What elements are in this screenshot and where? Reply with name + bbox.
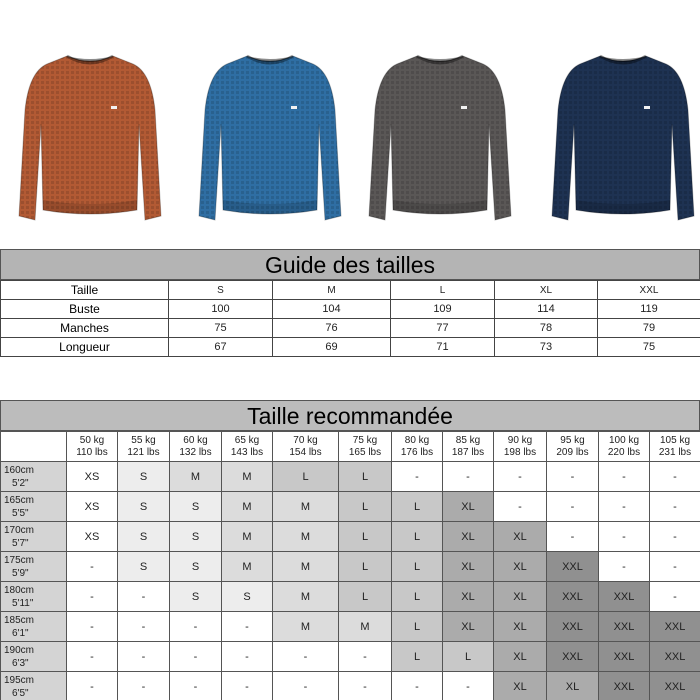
height-row bbox=[1, 612, 700, 642]
height-row bbox=[1, 522, 700, 552]
size-cell: XL bbox=[547, 672, 599, 700]
weight-header: 50 kg 110 lbs bbox=[67, 432, 118, 462]
size-cell: - bbox=[67, 642, 118, 672]
height-label: 165cm 5'5" bbox=[1, 492, 67, 522]
weight-header: 80 kg 176 lbs bbox=[392, 432, 443, 462]
size-cell: - bbox=[67, 552, 118, 582]
size-cell: - bbox=[494, 492, 547, 522]
size-guide-cell: 104 bbox=[273, 300, 391, 319]
weight-header: 70 kg 154 lbs bbox=[273, 432, 339, 462]
size-guide-cell: 67 bbox=[169, 338, 273, 357]
size-cell: XXL bbox=[599, 612, 650, 642]
size-cell: XL bbox=[443, 612, 494, 642]
size-guide-cell: 119 bbox=[598, 300, 700, 319]
size-guide-cell: 76 bbox=[273, 319, 391, 338]
size-cell: L bbox=[339, 492, 392, 522]
height-label: 160cm 5'2" bbox=[1, 462, 67, 492]
size-cell: - bbox=[599, 552, 650, 582]
size-guide-row-label: Longueur bbox=[1, 338, 169, 357]
size-cell: - bbox=[273, 642, 339, 672]
size-cell: - bbox=[67, 612, 118, 642]
size-guide-cell: 100 bbox=[169, 300, 273, 319]
sweater-rust-image[interactable] bbox=[15, 50, 165, 228]
recommended-size-title: Taille recommandée bbox=[0, 400, 700, 431]
recommended-size bbox=[0, 400, 700, 700]
size-cell: XXL bbox=[547, 582, 599, 612]
size-cell: S bbox=[118, 552, 170, 582]
size-cell: XL bbox=[494, 522, 547, 552]
size-cell: XXL bbox=[650, 672, 700, 700]
size-cell: XL bbox=[494, 612, 547, 642]
size-cell: - bbox=[118, 612, 170, 642]
size-cell: - bbox=[170, 642, 222, 672]
weight-header: 85 kg 187 lbs bbox=[443, 432, 494, 462]
size-cell: - bbox=[118, 582, 170, 612]
size-guide-cell: 73 bbox=[495, 338, 598, 357]
size-cell: - bbox=[494, 462, 547, 492]
size-guide-row bbox=[1, 338, 700, 357]
size-cell: L bbox=[339, 552, 392, 582]
size-cell: L bbox=[339, 462, 392, 492]
size-guide-cell: 79 bbox=[598, 319, 700, 338]
size-cell: S bbox=[170, 552, 222, 582]
size-cell: - bbox=[392, 672, 443, 700]
size-cell: M bbox=[273, 582, 339, 612]
size-cell: - bbox=[650, 492, 700, 522]
size-cell: XXL bbox=[547, 642, 599, 672]
weight-header: 65 kg 143 lbs bbox=[222, 432, 273, 462]
size-guide-cell: XXL bbox=[598, 281, 700, 300]
sweater-gray-image[interactable] bbox=[365, 50, 515, 228]
size-cell: M bbox=[339, 612, 392, 642]
size-guide-table bbox=[0, 280, 700, 357]
size-cell: - bbox=[547, 462, 599, 492]
size-guide-row bbox=[1, 300, 700, 319]
size-cell: XL bbox=[443, 492, 494, 522]
size-cell: S bbox=[118, 492, 170, 522]
size-cell: - bbox=[67, 582, 118, 612]
size-cell: L bbox=[443, 642, 494, 672]
size-cell: - bbox=[599, 462, 650, 492]
size-guide-row-label: Manches bbox=[1, 319, 169, 338]
product-photos bbox=[0, 0, 700, 248]
size-cell: XL bbox=[494, 642, 547, 672]
size-cell: XL bbox=[494, 552, 547, 582]
size-cell: L bbox=[339, 522, 392, 552]
size-cell: XXL bbox=[599, 672, 650, 700]
weight-header: 100 kg 220 lbs bbox=[599, 432, 650, 462]
size-cell: S bbox=[118, 522, 170, 552]
height-row bbox=[1, 642, 700, 672]
height-label: 190cm 6'3" bbox=[1, 642, 67, 672]
size-cell: XS bbox=[67, 462, 118, 492]
size-cell: - bbox=[222, 672, 273, 700]
size-cell: - bbox=[650, 582, 700, 612]
height-row bbox=[1, 492, 700, 522]
size-cell: XL bbox=[494, 672, 547, 700]
size-cell: - bbox=[222, 642, 273, 672]
size-cell: - bbox=[443, 672, 494, 700]
size-guide-cell: M bbox=[273, 281, 391, 300]
height-label: 180cm 5'11" bbox=[1, 582, 67, 612]
size-cell: - bbox=[339, 672, 392, 700]
size-cell: - bbox=[650, 462, 700, 492]
size-guide-cell: 77 bbox=[391, 319, 495, 338]
size-guide-title: Guide des tailles bbox=[0, 249, 700, 280]
size-cell: S bbox=[118, 462, 170, 492]
size-cell: - bbox=[170, 612, 222, 642]
size-cell: M bbox=[170, 462, 222, 492]
size-cell: XXL bbox=[650, 642, 700, 672]
height-row bbox=[1, 552, 700, 582]
height-label: 175cm 5'9" bbox=[1, 552, 67, 582]
height-label: 195cm 6'5" bbox=[1, 672, 67, 700]
size-cell: L bbox=[392, 522, 443, 552]
size-cell: L bbox=[339, 582, 392, 612]
weight-header: 55 kg 121 lbs bbox=[118, 432, 170, 462]
size-cell: XS bbox=[67, 492, 118, 522]
size-cell: S bbox=[170, 582, 222, 612]
size-guide-row bbox=[1, 319, 700, 338]
sweater-navy-image[interactable] bbox=[548, 50, 698, 228]
size-cell: M bbox=[273, 522, 339, 552]
size-guide-cell: 114 bbox=[495, 300, 598, 319]
size-cell: XXL bbox=[599, 642, 650, 672]
size-cell: S bbox=[170, 522, 222, 552]
size-guide-cell: 69 bbox=[273, 338, 391, 357]
weight-header: 95 kg 209 lbs bbox=[547, 432, 599, 462]
height-row bbox=[1, 672, 700, 700]
size-cell: - bbox=[650, 522, 700, 552]
size-cell: - bbox=[547, 522, 599, 552]
size-cell: XXL bbox=[650, 612, 700, 642]
size-cell: S bbox=[222, 582, 273, 612]
size-guide-cell: 75 bbox=[169, 319, 273, 338]
size-cell: - bbox=[599, 492, 650, 522]
size-guide-cell: S bbox=[169, 281, 273, 300]
recommended-size-table bbox=[0, 431, 700, 700]
size-cell: M bbox=[222, 462, 273, 492]
size-cell: XL bbox=[494, 582, 547, 612]
size-cell: S bbox=[170, 492, 222, 522]
size-cell: M bbox=[273, 612, 339, 642]
height-label: 170cm 5'7" bbox=[1, 522, 67, 552]
sweater-blue-image[interactable] bbox=[195, 50, 345, 228]
size-cell: XXL bbox=[547, 552, 599, 582]
size-cell: - bbox=[170, 672, 222, 700]
size-guide-cell: 78 bbox=[495, 319, 598, 338]
size-cell: XS bbox=[67, 522, 118, 552]
size-guide-cell: 75 bbox=[598, 338, 700, 357]
size-cell: M bbox=[273, 492, 339, 522]
weight-header: 105 kg 231 lbs bbox=[650, 432, 700, 462]
weight-header-row bbox=[1, 432, 700, 462]
size-cell: XL bbox=[443, 552, 494, 582]
height-row bbox=[1, 462, 700, 492]
size-cell: L bbox=[392, 492, 443, 522]
size-cell: XXL bbox=[547, 612, 599, 642]
size-cell: - bbox=[392, 462, 443, 492]
weight-header: 60 kg 132 lbs bbox=[170, 432, 222, 462]
size-cell: M bbox=[273, 552, 339, 582]
size-cell: - bbox=[547, 492, 599, 522]
size-cell: L bbox=[392, 612, 443, 642]
size-cell: L bbox=[392, 642, 443, 672]
size-cell: - bbox=[650, 552, 700, 582]
size-cell: - bbox=[599, 522, 650, 552]
size-guide bbox=[0, 249, 700, 357]
height-label: 185cm 6'1" bbox=[1, 612, 67, 642]
weight-header: 90 kg 198 lbs bbox=[494, 432, 547, 462]
size-cell: M bbox=[222, 552, 273, 582]
size-cell: L bbox=[392, 552, 443, 582]
size-guide-row-label: Taille bbox=[1, 281, 169, 300]
size-cell: XL bbox=[443, 582, 494, 612]
size-cell: - bbox=[339, 642, 392, 672]
size-cell: XL bbox=[443, 522, 494, 552]
size-cell: - bbox=[67, 672, 118, 700]
size-cell: XXL bbox=[599, 582, 650, 612]
height-row bbox=[1, 582, 700, 612]
size-guide-cell: L bbox=[391, 281, 495, 300]
size-guide-cell: XL bbox=[495, 281, 598, 300]
size-cell: - bbox=[222, 612, 273, 642]
size-guide-row-label: Buste bbox=[1, 300, 169, 319]
size-cell: - bbox=[443, 462, 494, 492]
corner-cell bbox=[1, 432, 67, 462]
size-guide-cell: 109 bbox=[391, 300, 495, 319]
size-cell: M bbox=[222, 522, 273, 552]
size-cell: L bbox=[273, 462, 339, 492]
size-cell: - bbox=[273, 672, 339, 700]
size-guide-row bbox=[1, 281, 700, 300]
size-cell: L bbox=[392, 582, 443, 612]
size-cell: - bbox=[118, 642, 170, 672]
size-cell: - bbox=[118, 672, 170, 700]
size-cell: M bbox=[222, 492, 273, 522]
weight-header: 75 kg 165 lbs bbox=[339, 432, 392, 462]
size-guide-cell: 71 bbox=[391, 338, 495, 357]
